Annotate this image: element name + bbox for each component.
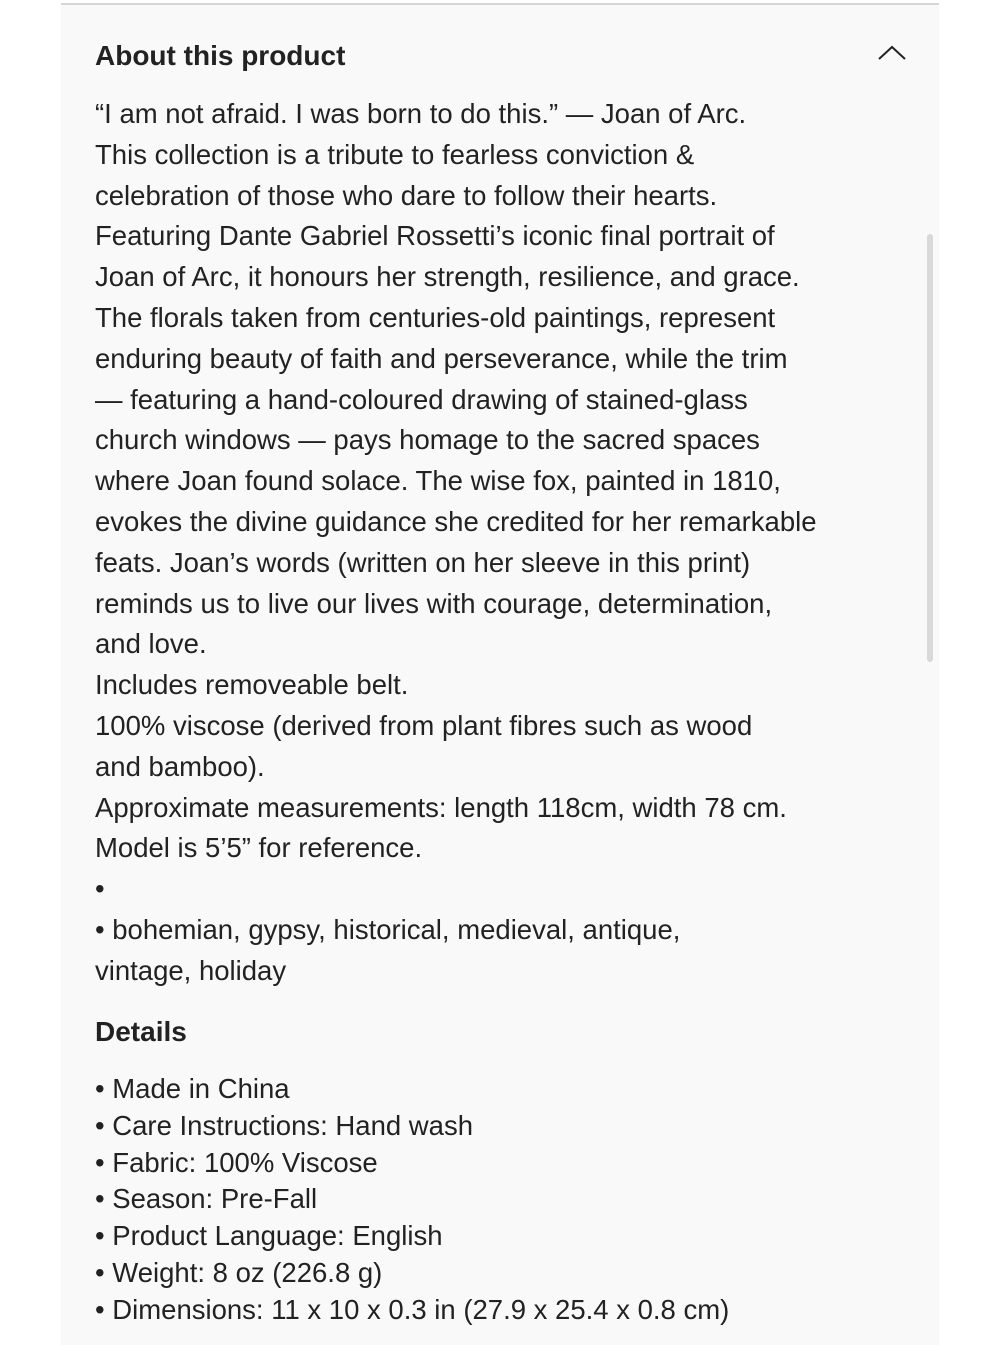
scrollbar[interactable] (927, 234, 933, 662)
details-item: • Care Instructions: Hand wash (95, 1109, 473, 1141)
description-line: • (95, 873, 105, 905)
about-section-header[interactable] (95, 36, 935, 80)
product-description (95, 94, 925, 992)
description-line: This collection is a tribute to fearless conviction & (95, 138, 695, 170)
details-item: • Season: Pre-Fall (95, 1183, 318, 1215)
description-line: feats. Joan’s words (written on her sleeve in this print) (95, 546, 751, 578)
chevron-up-icon[interactable] (877, 42, 907, 62)
description-line: Includes removeable belt. (95, 669, 409, 701)
description-line: evokes the divine guidance she credited for her remarkable (95, 505, 817, 537)
description-line: • bohemian, gypsy, historical, medieval, antique, (95, 913, 681, 945)
description-line: Featuring Dante Gabriel Rossetti’s iconic final portrait of (95, 220, 775, 252)
description-line: celebration of those who dare to follow their hearts. (95, 179, 718, 211)
details-item: • Weight: 8 oz (226.8 g) (95, 1256, 383, 1288)
details-item: • Dimensions: 11 x 10 x 0.3 in (27.9 x 25.4 x 0.8 cm) (95, 1293, 730, 1325)
details-list (95, 1071, 925, 1329)
description-line: Joan of Arc, it honours her strength, resilience, and grace. (95, 261, 800, 293)
details-item: • Made in China (95, 1073, 290, 1104)
about-section-title: About this product (95, 40, 346, 71)
description-line: and bamboo). (95, 750, 265, 782)
details-item: • Product Language: English (95, 1220, 443, 1252)
description-line: vintage, holiday (95, 954, 287, 986)
description-line: Approximate measurements: length 118cm, width 78 cm. (95, 791, 787, 823)
description-line: reminds us to live our lives with courage, determination, (95, 587, 773, 619)
description-line: — featuring a hand-coloured drawing of stained-glass (95, 383, 748, 415)
description-line: enduring beauty of faith and perseverance, while the trim (95, 342, 788, 374)
details-section-title: Details (95, 1016, 187, 1047)
description-line: 100% viscose (derived from plant fibres such as wood (95, 709, 753, 741)
description-line: and love. (95, 628, 207, 660)
description-line: The florals taken from centuries-old paintings, represent (95, 301, 776, 333)
description-line: church windows — pays homage to the sacred spaces (95, 424, 760, 456)
description-line: Model is 5’5” for reference. (95, 832, 423, 864)
details-item: • Fabric: 100% Viscose (95, 1146, 378, 1178)
description-line: “I am not afraid. I was born to do this.” — Joan of Arc. (95, 98, 747, 129)
description-line: where Joan found solace. The wise fox, painted in 1810, (95, 465, 781, 497)
